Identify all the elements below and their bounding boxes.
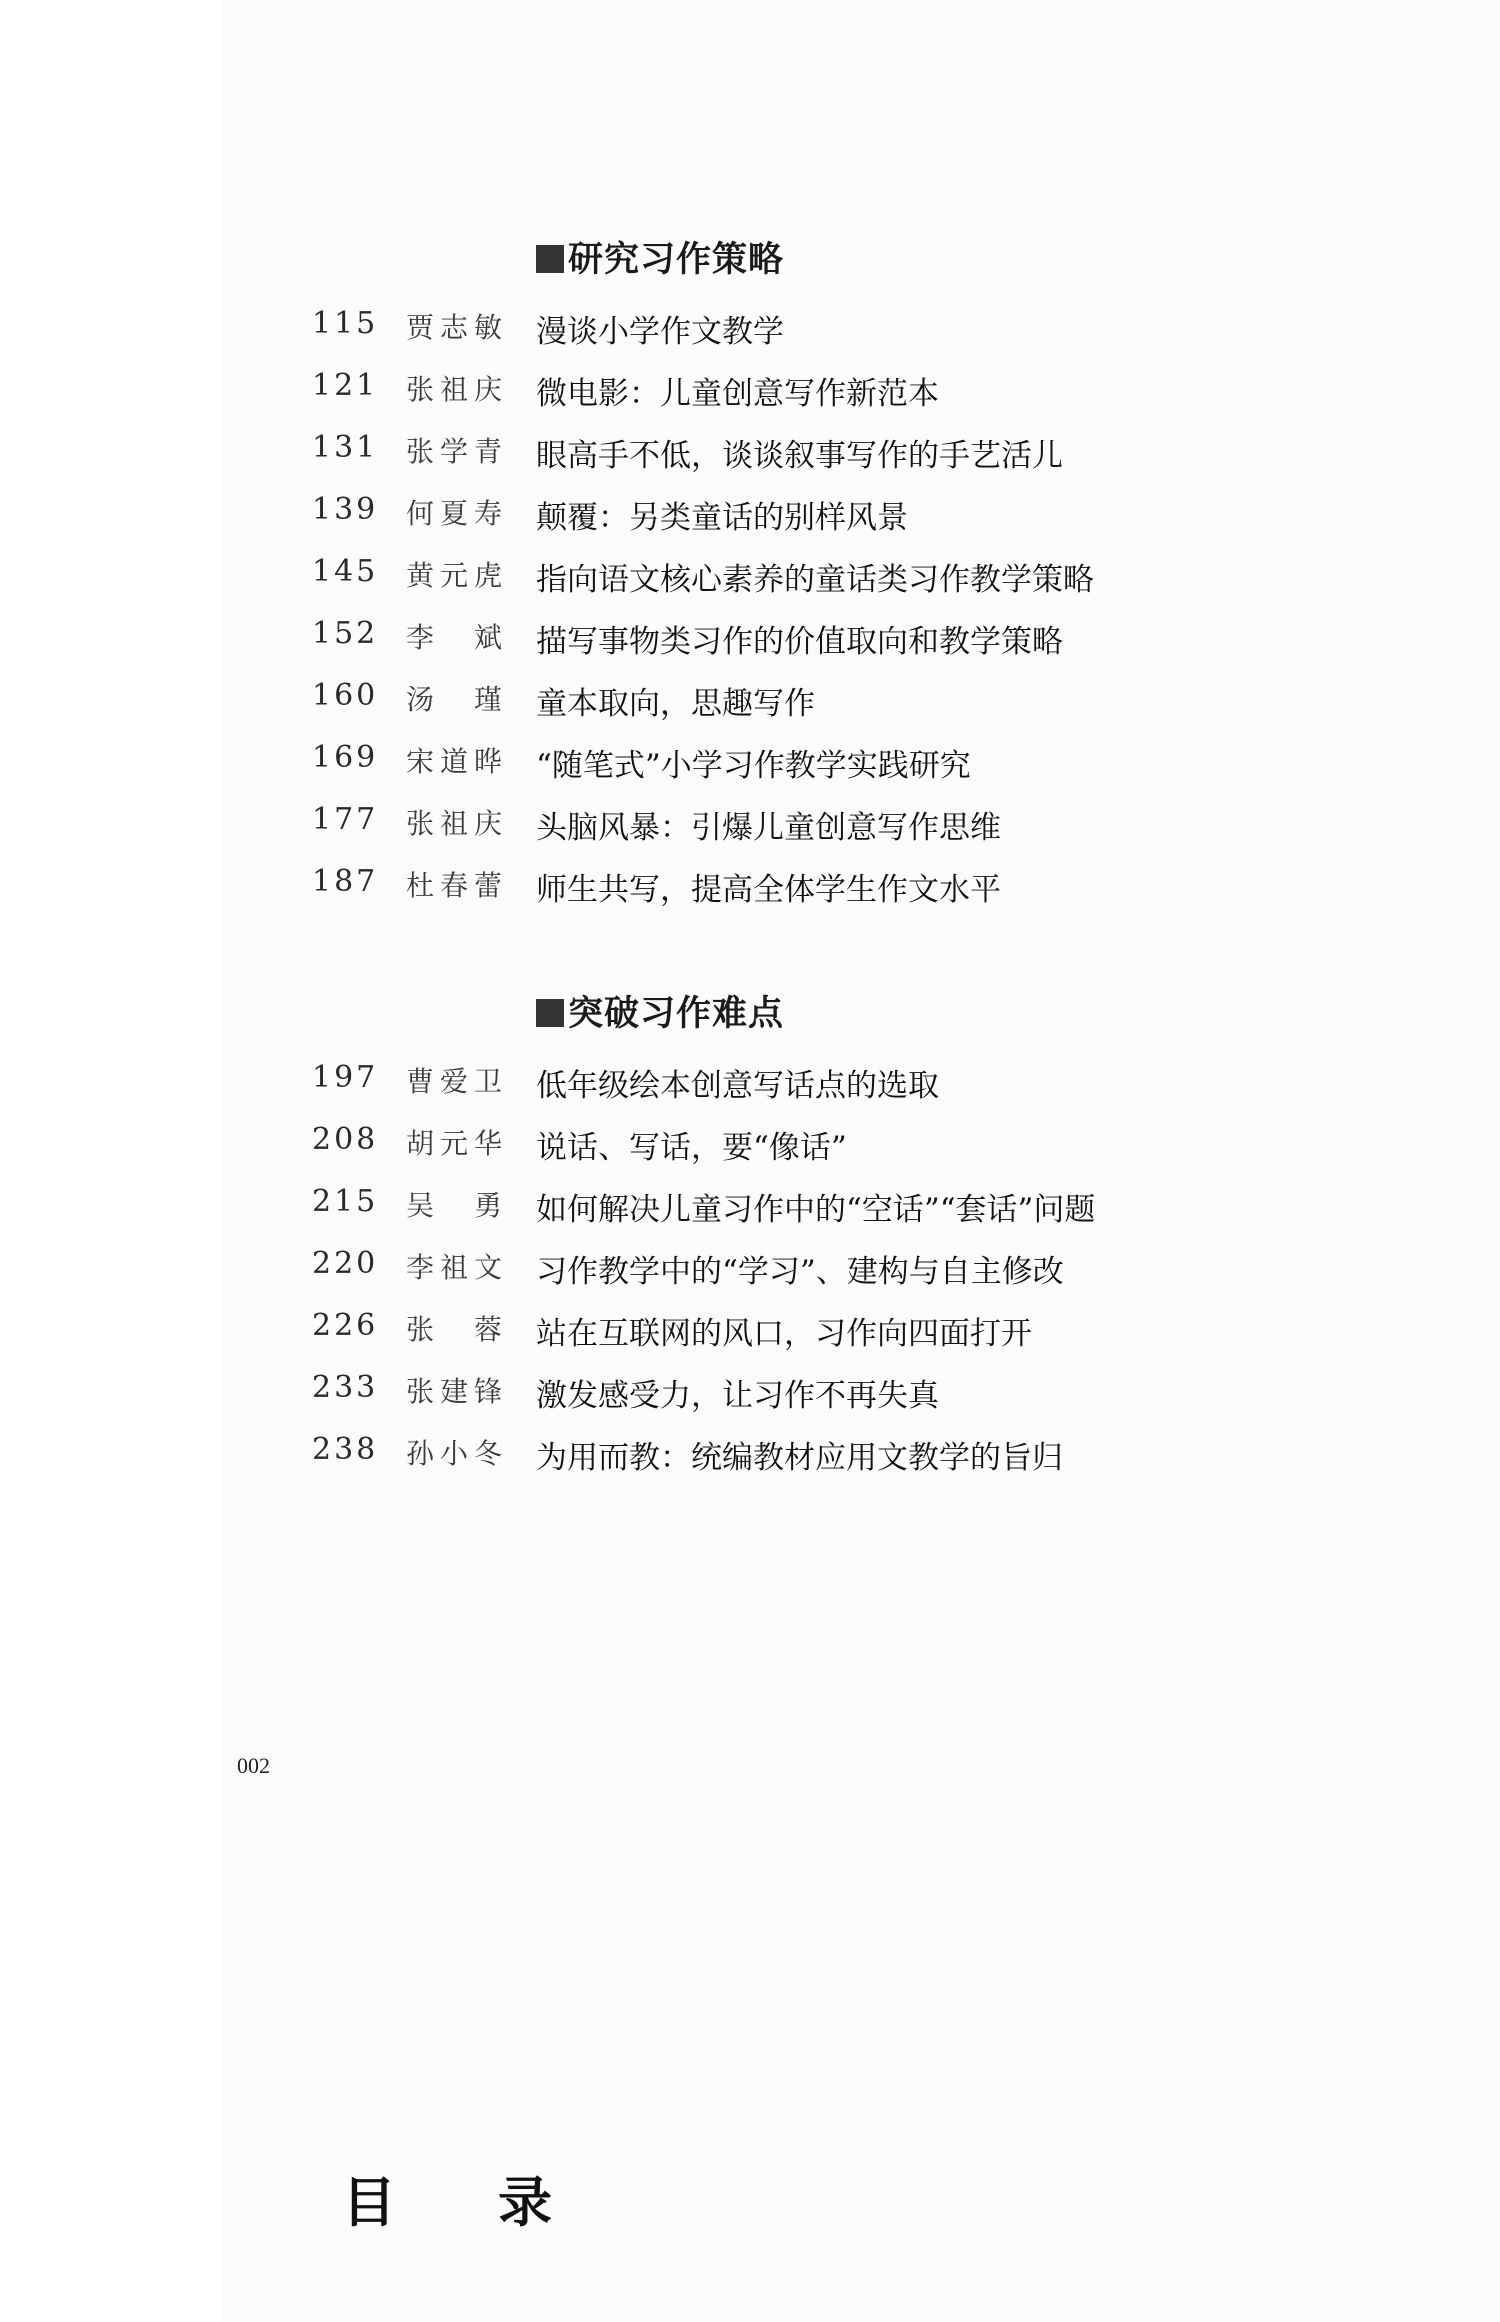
entry-author: 吴勇 (406, 1189, 502, 1222)
entry-author: 孙小冬 (406, 1437, 502, 1470)
entry-author: 张祖庆 (406, 807, 502, 840)
toc-entry[interactable] (0, 306, 1500, 356)
entry-page-number: 238 (312, 1432, 379, 1467)
contents-heading: 目录 (342, 2170, 552, 2234)
entry-title: 站在互联网的风口，习作向四面打开 (536, 1316, 1032, 1352)
entry-page-number: 115 (312, 306, 379, 341)
entry-page-number: 160 (312, 678, 379, 713)
toc-entry[interactable] (0, 492, 1500, 542)
section-heading-text: 突破习作难点 (568, 993, 785, 1034)
section-heading (536, 232, 784, 282)
entry-page-number: 197 (312, 1060, 379, 1095)
entry-title: 童本取向，思趣写作 (536, 686, 815, 722)
entry-author: 汤瑾 (406, 683, 502, 716)
entry-page-number: 121 (312, 368, 379, 403)
toc-entry[interactable] (0, 1432, 1500, 1482)
toc-entry[interactable] (0, 802, 1500, 852)
entry-page-number: 145 (312, 554, 379, 589)
entry-author: 何夏寿 (406, 497, 502, 530)
square-bullet-icon (536, 245, 564, 273)
entry-title: 师生共写，提高全体学生作文水平 (536, 872, 1001, 908)
toc-entry[interactable] (0, 1246, 1500, 1296)
toc-entry[interactable] (0, 1122, 1500, 1172)
entry-page-number: 152 (312, 616, 379, 651)
toc-entry[interactable] (0, 678, 1500, 728)
entry-page-number: 131 (312, 430, 379, 465)
entry-author: 黄元虎 (406, 559, 502, 592)
entry-title: 指向语文核心素养的童话类习作教学策略 (536, 562, 1094, 598)
entry-author: 张祖庆 (406, 373, 502, 406)
entry-page-number: 215 (312, 1184, 379, 1219)
entry-page-number: 220 (312, 1246, 379, 1281)
toc-entry[interactable] (0, 554, 1500, 604)
entry-author: 杜春蕾 (406, 869, 502, 902)
entry-author: 贾志敏 (406, 311, 502, 344)
entry-page-number: 139 (312, 492, 379, 527)
entry-title: 漫谈小学作文教学 (536, 314, 784, 350)
entry-title: 低年级绘本创意写话点的选取 (536, 1068, 939, 1104)
toc-entry[interactable] (0, 740, 1500, 790)
entry-author: 李祖文 (406, 1251, 502, 1284)
entry-author: 胡元华 (406, 1127, 502, 1160)
entry-author: 李斌 (406, 621, 502, 654)
entry-title: 颠覆：另类童话的别样风景 (536, 500, 908, 536)
entry-title: 习作教学中的“学习”、建构与自主修改 (536, 1254, 1064, 1290)
toc-entry[interactable] (0, 368, 1500, 418)
entry-page-number: 226 (312, 1308, 379, 1343)
entry-title: 头脑风暴：引爆儿童创意写作思维 (536, 810, 1001, 846)
entry-author: 宋道晔 (406, 745, 502, 778)
entry-page-number: 187 (312, 864, 379, 899)
section-heading (536, 986, 784, 1036)
toc-entry[interactable] (0, 1060, 1500, 1110)
entry-author: 张建锋 (406, 1375, 502, 1408)
entry-author: 张蓉 (406, 1313, 502, 1346)
entry-title: “随笔式”小学习作教学实践研究 (536, 748, 971, 784)
square-bullet-icon (536, 999, 564, 1027)
entry-title: 描写事物类习作的价值取向和教学策略 (536, 624, 1063, 660)
entry-title: 为用而教：统编教材应用文教学的旨归 (536, 1440, 1063, 1476)
entry-page-number: 233 (312, 1370, 379, 1405)
toc-entry[interactable] (0, 1370, 1500, 1420)
toc-entry[interactable] (0, 616, 1500, 666)
section-heading-text: 研究习作策略 (568, 239, 785, 280)
entry-title: 说话、写话，要“像话” (536, 1130, 847, 1166)
entry-title: 激发感受力，让习作不再失真 (536, 1378, 939, 1414)
entry-author: 曹爱卫 (406, 1065, 502, 1098)
entry-page-number: 169 (312, 740, 379, 775)
toc-entry[interactable] (0, 1308, 1500, 1358)
toc-entry[interactable] (0, 1184, 1500, 1234)
toc-entry[interactable] (0, 864, 1500, 914)
entry-page-number: 177 (312, 802, 379, 837)
entry-title: 眼高手不低，谈谈叙事写作的手艺活儿 (536, 438, 1063, 474)
entry-title: 如何解决儿童习作中的“空话”“套话”问题 (536, 1192, 1096, 1228)
entry-author: 张学青 (406, 435, 502, 468)
toc-entry[interactable] (0, 430, 1500, 480)
page-number: 002 (237, 1753, 270, 1778)
entry-title: 微电影：儿童创意写作新范本 (536, 376, 939, 412)
entry-page-number: 208 (312, 1122, 379, 1157)
